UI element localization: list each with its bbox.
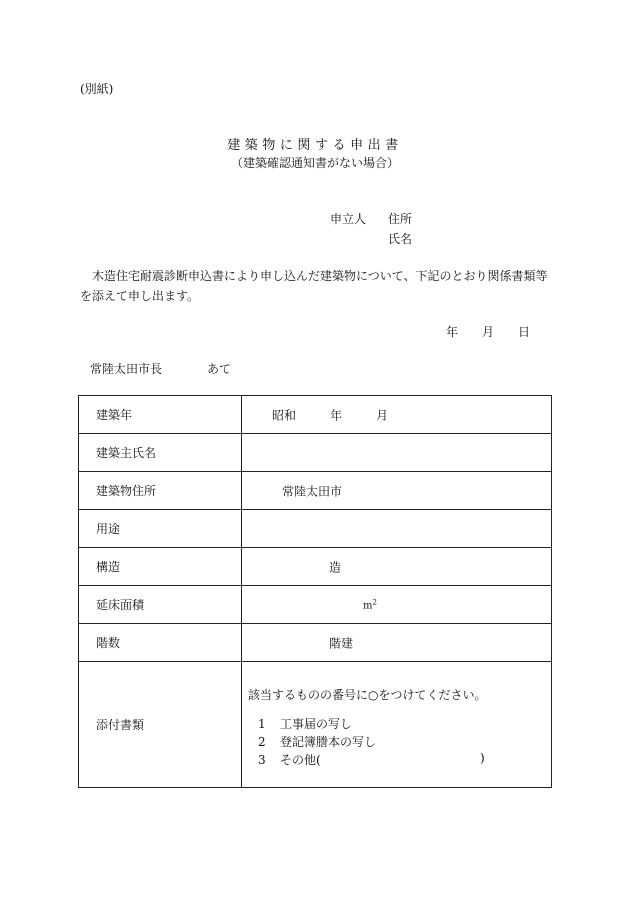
applicant-label: 申立人	[330, 212, 367, 226]
table-row-floors	[79, 624, 552, 662]
attachments-instruction: 該当するものの番号に○をつけてください。	[248, 688, 487, 702]
attachment-other-close-paren: )	[480, 751, 485, 765]
document-title: 建築物に関する申出書	[227, 138, 403, 153]
body-paragraph: 木造住宅耐震診断申込書により申し込んだ建築物について、下記のとおり関係書類等を添えて申し出ます。	[80, 269, 548, 303]
table-row-owner-name	[79, 434, 552, 472]
attachment-item-registry-copy[interactable]	[258, 733, 376, 750]
attachment-item-number: 3	[258, 753, 266, 767]
usage-field[interactable]	[242, 510, 552, 548]
usage-label: 用途	[79, 510, 242, 548]
floor-area-unit-base: m	[363, 600, 373, 612]
structure-label: 構造	[79, 548, 242, 586]
attachments-label: 添付書類	[79, 662, 242, 788]
floor-area-label: 延床面積	[79, 586, 242, 624]
year-built-month-unit: 月	[376, 408, 389, 422]
attachment-item-text: その他(	[280, 753, 321, 767]
building-address-label: 建築物住所	[79, 472, 242, 510]
year-built-year-unit: 年	[330, 408, 343, 422]
document-subtitle: （建築確認通知書がない場合）	[230, 156, 399, 170]
floor-area-unit-exponent: 2	[372, 597, 377, 606]
year-built-era: 昭和	[272, 408, 297, 422]
date-year-label: 年	[446, 325, 459, 339]
attachment-item-text: 工事届の写し	[280, 717, 353, 731]
year-built-label: 建築年	[79, 396, 242, 434]
floors-field[interactable]	[242, 624, 552, 662]
attachment-item-other[interactable]	[258, 751, 321, 768]
table-row-structure	[79, 548, 552, 586]
structure-suffix: 造	[329, 560, 342, 574]
floor-area-unit	[363, 598, 377, 611]
attachment-item-construction-notice[interactable]	[258, 715, 352, 732]
building-address-field[interactable]	[242, 472, 552, 510]
building-address-value: 常陸太田市	[282, 484, 343, 498]
attachment-item-text: 登記簿謄本の写し	[280, 735, 377, 749]
applicant-address-label: 住所	[388, 212, 413, 226]
attachment-item-number: 1	[258, 717, 266, 731]
addressee-suffix: あて	[207, 362, 232, 376]
floors-suffix: 階建	[329, 636, 354, 650]
attachment-item-number: 2	[258, 735, 266, 749]
table-row-year-built	[79, 396, 552, 434]
attachments-field	[242, 662, 552, 788]
table-row-usage	[79, 510, 552, 548]
floors-label: 階数	[79, 624, 242, 662]
structure-field[interactable]	[242, 548, 552, 586]
building-info-table	[78, 395, 552, 788]
addressee-name: 常陸太田市長	[90, 362, 163, 376]
table-row-floor-area	[79, 586, 552, 624]
applicant-name-label: 氏名	[388, 232, 413, 246]
floor-area-field[interactable]	[242, 586, 552, 624]
table-row-building-address	[79, 472, 552, 510]
year-built-field[interactable]	[242, 396, 552, 434]
table-row-attachments	[79, 662, 552, 788]
date-month-label: 月	[482, 325, 495, 339]
attachment-label: (別紙)	[80, 82, 114, 96]
owner-name-field[interactable]	[242, 434, 552, 472]
date-day-label: 日	[518, 325, 531, 339]
owner-name-label: 建築主氏名	[79, 434, 242, 472]
